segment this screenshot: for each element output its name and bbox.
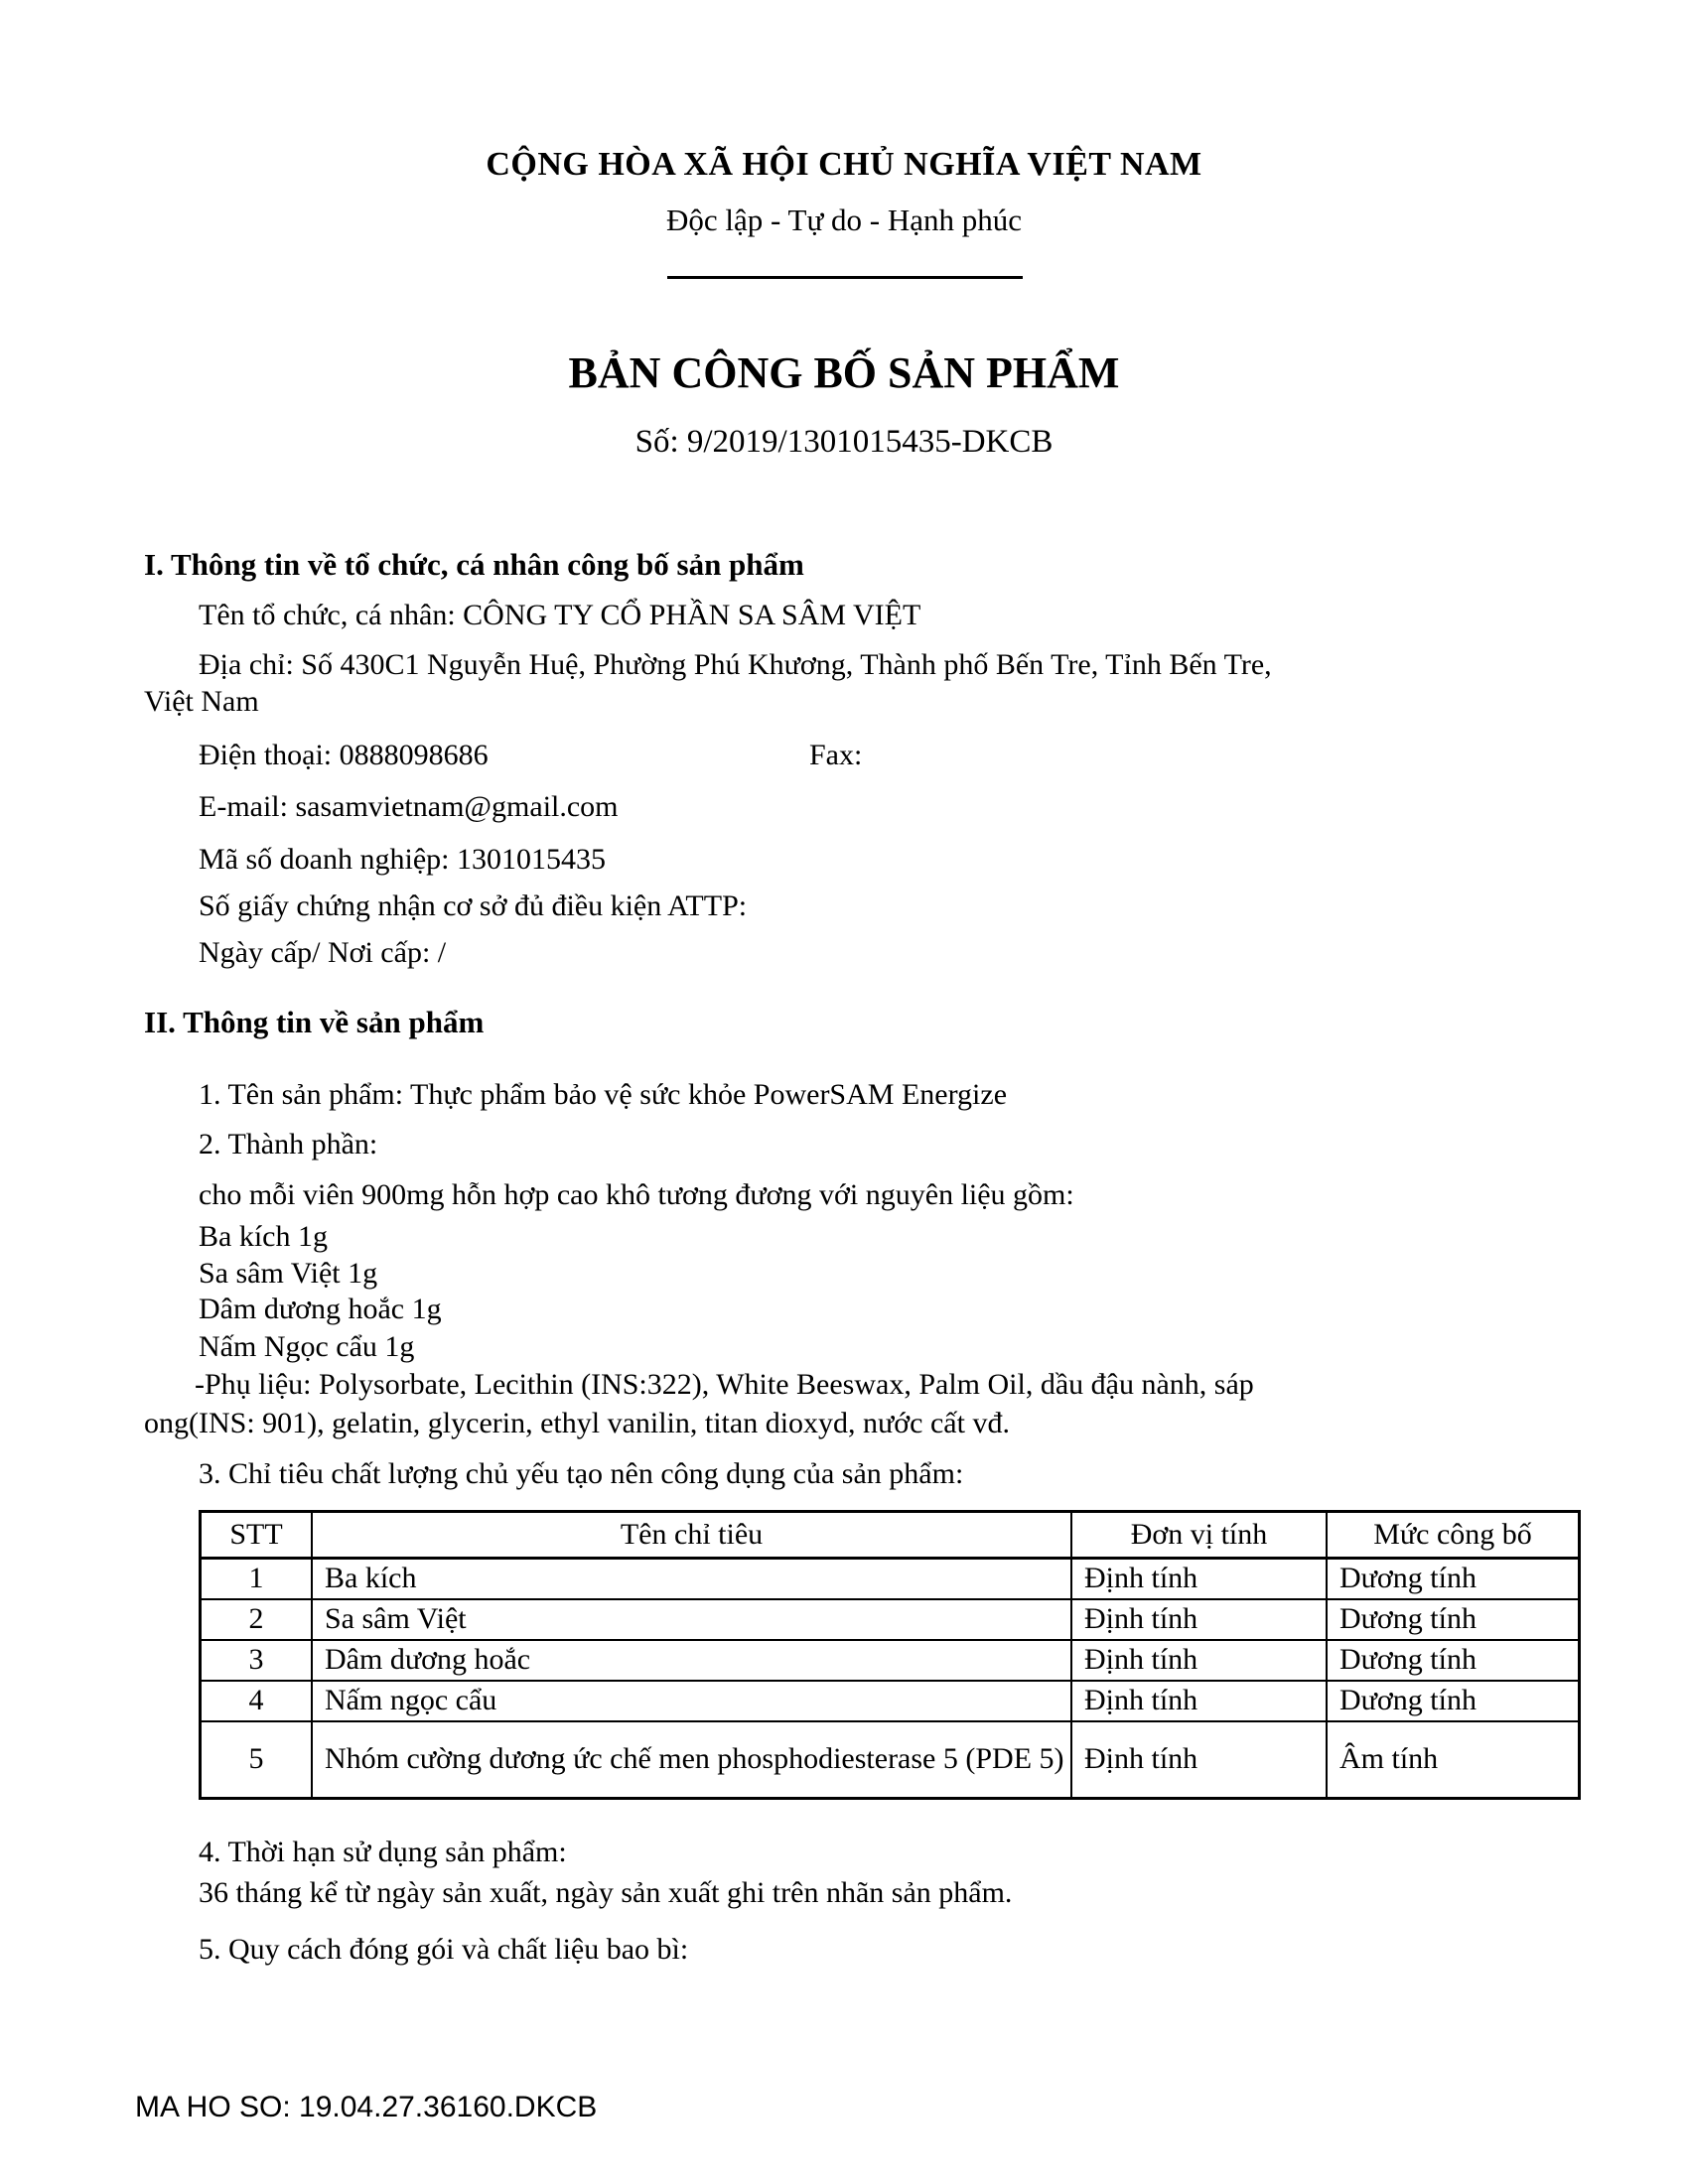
issue-date-place: Ngày cấp/ Nơi cấp: / (199, 936, 447, 969)
org-email: E-mail: sasamvietnam@gmail.com (199, 790, 619, 823)
excipients-line2: ong(INS: 901), gelatin, glycerin, ethyl vanilin, titan dioxyd, nước cất vđ. (144, 1407, 1010, 1439)
table-header-name: Tên chỉ tiêu (312, 1512, 1071, 1559)
cell-level: Âm tính (1327, 1721, 1580, 1799)
composition-intro: cho mỗi viên 900mg hỗn hợp cao khô tương đương với nguyên liệu gồm: (199, 1178, 1074, 1211)
table-row (201, 1599, 1580, 1640)
cell-name: Dâm dương hoắc (312, 1640, 1071, 1681)
cell-unit: Định tính (1071, 1599, 1327, 1640)
table-row (201, 1559, 1580, 1599)
ingredient-item: Sa sâm Việt 1g (199, 1257, 378, 1290)
cell-unit: Định tính (1071, 1559, 1327, 1599)
table-header-stt: STT (201, 1512, 313, 1559)
ingredient-item: Ba kích 1g (199, 1220, 328, 1253)
ingredient-item: Nấm Ngọc cẩu 1g (199, 1330, 415, 1363)
table-header-unit: Đơn vị tính (1071, 1512, 1327, 1559)
phone-fax-line (199, 740, 1092, 771)
section1-heading: I. Thông tin về tổ chức, cá nhân công bố sản phẩm (144, 547, 804, 582)
cell-stt: 5 (201, 1721, 313, 1799)
shelf-life-heading: 4. Thời hạn sử dụng sản phẩm: (199, 1836, 567, 1868)
org-phone: Điện thoại: 0888098686 (199, 739, 489, 771)
quality-criteria-table (199, 1510, 1581, 1800)
motto-divider-line (667, 276, 1023, 279)
table-row (201, 1640, 1580, 1681)
cell-unit: Định tính (1071, 1681, 1327, 1721)
attp-certificate: Số giấy chứng nhận cơ sở đủ điều kiện ATTP: (199, 889, 748, 922)
table-row (201, 1721, 1580, 1799)
org-address-line1: Địa chỉ: Số 430C1 Nguyễn Huệ, Phường Phú Khương, Thành phố Bến Tre, Tỉnh Bến Tre, (199, 648, 1272, 681)
org-fax: Fax: (809, 739, 863, 771)
business-code: Mã số doanh nghiệp: 1301015435 (199, 843, 606, 876)
section2-heading: II. Thông tin về sản phẩm (144, 1005, 485, 1039)
document-number: Số: 9/2019/1301015435-DKCB (634, 424, 1054, 460)
cell-level: Dương tính (1327, 1559, 1580, 1599)
org-address-line2: Việt Nam (144, 685, 259, 718)
table-header-level: Mức công bố (1327, 1512, 1580, 1559)
national-title: CỘNG HÒA XÃ HỘI CHỦ NGHĨA VIỆT NAM (486, 146, 1202, 183)
cell-unit: Định tính (1071, 1640, 1327, 1681)
cell-unit: Định tính (1071, 1721, 1327, 1799)
cell-name: Ba kích (312, 1559, 1071, 1599)
cell-level: Dương tính (1327, 1640, 1580, 1681)
cell-stt: 3 (201, 1640, 313, 1681)
cell-level: Dương tính (1327, 1681, 1580, 1721)
packaging-heading: 5. Quy cách đóng gói và chất liệu bao bì: (199, 1933, 689, 1966)
shelf-life-text: 36 tháng kể từ ngày sản xuất, ngày sản xuất ghi trên nhãn sản phẩm. (199, 1876, 1013, 1909)
cell-stt: 1 (201, 1559, 313, 1599)
table-row (201, 1681, 1580, 1721)
ingredient-item: Dâm dương hoắc 1g (199, 1293, 442, 1325)
excipients-line1: -Phụ liệu: Polysorbate, Lecithin (INS:322), White Beeswax, Palm Oil, dầu đậu nành, sáp (195, 1368, 1254, 1401)
file-code: MA HO SO: 19.04.27.36160.DKCB (135, 2091, 598, 2123)
product-name: 1. Tên sản phẩm: Thực phẩm bảo vệ sức khỏe PowerSAM Energize (199, 1078, 1008, 1111)
table-header-row (201, 1512, 1580, 1559)
cell-name: Nấm ngọc cẩu (312, 1681, 1071, 1721)
national-motto: Độc lập - Tự do - Hạnh phúc (666, 203, 1022, 237)
cell-stt: 2 (201, 1599, 313, 1640)
cell-stt: 4 (201, 1681, 313, 1721)
composition-heading: 2. Thành phần: (199, 1128, 378, 1160)
cell-name: Sa sâm Việt (312, 1599, 1071, 1640)
cell-name: Nhóm cường dương ức chế men phosphodiesterase 5 (PDE 5) (312, 1721, 1071, 1799)
quality-heading: 3. Chỉ tiêu chất lượng chủ yếu tạo nên công dụng của sản phẩm: (199, 1457, 964, 1490)
cell-level: Dương tính (1327, 1599, 1580, 1640)
document-title: BẢN CÔNG BỐ SẢN PHẨM (568, 348, 1120, 397)
org-name: Tên tổ chức, cá nhân: CÔNG TY CỔ PHẦN SA SÂM VIỆT (199, 599, 921, 631)
